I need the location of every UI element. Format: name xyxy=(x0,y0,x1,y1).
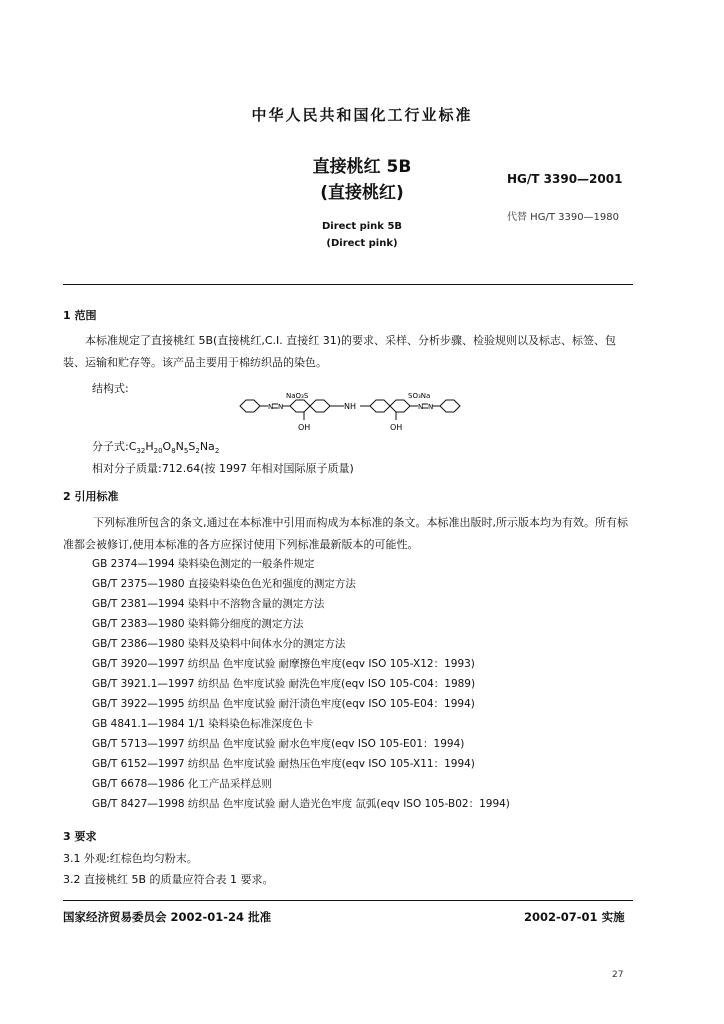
reference-item: GB/T 3922—1995 纺织品 色牢度试验 耐汗渍色牢度(eqv ISO 105-E04：1994) xyxy=(92,698,475,710)
page-number: 27 xyxy=(612,970,624,980)
title-en-alt: (Direct pink) xyxy=(326,238,398,249)
reference-item: GB/T 6152—1997 纺织品 色牢度试验 耐热压色牢度(eqv ISO 105-X11：1994) xyxy=(92,758,475,770)
reference-item: GB/T 5713—1997 纺织品 色牢度试验 耐水色牢度(eqv ISO 105-E01：1994) xyxy=(92,738,465,750)
section-2-paragraph: 下列标准所包含的条文,通过在本标准中引用而构成为本标准的条文。本标准出版时,所示版本均为有效。所有标准都会被修订,使用本标准的各方应探讨使用下列标准最新版本的可能性。 xyxy=(63,516,628,551)
national-standard-title: 中华人民共和国化工行业标准 xyxy=(251,106,473,124)
molecular-mass: 相对分子质量:712.64(按 1997 年相对国际原子质量) xyxy=(92,462,354,475)
footer-rule xyxy=(63,900,633,901)
section-2-heading: 2 引用标准 xyxy=(63,490,119,503)
approval-date: 国家经济贸易委员会 2002-01-24 批准 xyxy=(63,910,272,924)
reference-item: GB/T 8427—1998 纺织品 色牢度试验 耐人造光色牢度 氙弧(eqv ISO 105-B02：1994) xyxy=(92,798,510,810)
reference-item: GB/T 3920—1997 纺织品 色牢度试验 耐摩擦色牢度(eqv ISO 105-X12：1993) xyxy=(92,658,475,670)
structural-formula xyxy=(232,390,472,438)
effective-date: 2002-07-01 实施 xyxy=(524,910,625,924)
svg-text:N: N xyxy=(418,403,424,411)
title-cn-alt: (直接桃红) xyxy=(320,183,404,203)
structure-label: 结构式: xyxy=(92,382,129,395)
section-1-heading: 1 范围 xyxy=(63,309,97,322)
reference-item: GB/T 3921.1—1997 纺织品 色牢度试验 耐洗色牢度(eqv ISO 105-C04：1989) xyxy=(92,678,476,690)
molecular-formula: 分子式$:C_{32}H_{20}O_8N_5S_2Na_2$ xyxy=(92,440,220,456)
left-hydroxyl-label: OH xyxy=(298,423,311,432)
imino-label: NH xyxy=(344,402,356,411)
svg-text:N: N xyxy=(268,403,274,411)
reference-item: GB/T 2383—1980 染料筛分细度的测定方法 xyxy=(92,618,304,630)
title-cn-main: 直接桃红 5B xyxy=(312,157,412,177)
reference-item: GB 2374—1994 染料染色测定的一般条件规定 xyxy=(92,558,315,570)
requirement-item: 3.2 直接桃红 5B 的质量应符合表 1 要求。 xyxy=(63,873,274,886)
reference-item: GB/T 6678—1986 化工产品采样总则 xyxy=(92,778,272,790)
section-1-paragraph: 本标准规定了直接桃红 5B(直接桃红,C.I. 直接红 31)的要求、采样、分析步骤、检验规则以及标志、标签、包装、运输和贮存等。该产品主要用于棉纺织品的染色。 xyxy=(63,334,617,369)
left-sulfonate-label: NaO₃S xyxy=(286,392,309,400)
reference-item: GB/T 2386—1980 染料及染料中间体水分的测定方法 xyxy=(92,638,346,650)
reference-item: GB/T 2375—1980 直接染料染色色光和强度的测定方法 xyxy=(92,578,356,590)
replaces-standard: 代替 HG/T 3390—1980 xyxy=(507,212,620,223)
formula-label: 分子式: xyxy=(92,440,129,453)
header-rule xyxy=(63,284,633,285)
requirement-item: 3.1 外观:红棕色均匀粉末。 xyxy=(63,852,198,865)
right-sulfonate-label: SO₃Na xyxy=(408,392,431,400)
section-3-heading: 3 要求 xyxy=(63,830,97,843)
svg-text:N: N xyxy=(428,403,434,411)
right-hydroxyl-label: OH xyxy=(390,423,403,432)
reference-item: GB/T 2381—1994 染料中不溶物含量的测定方法 xyxy=(92,598,325,610)
reference-item: GB 4841.1—1984 1/1 染料染色标准深度色卡 xyxy=(92,718,314,730)
svg-text:N: N xyxy=(278,403,284,411)
title-en-main: Direct pink 5B xyxy=(321,221,403,232)
standard-code: HG/T 3390—2001 xyxy=(507,172,623,186)
